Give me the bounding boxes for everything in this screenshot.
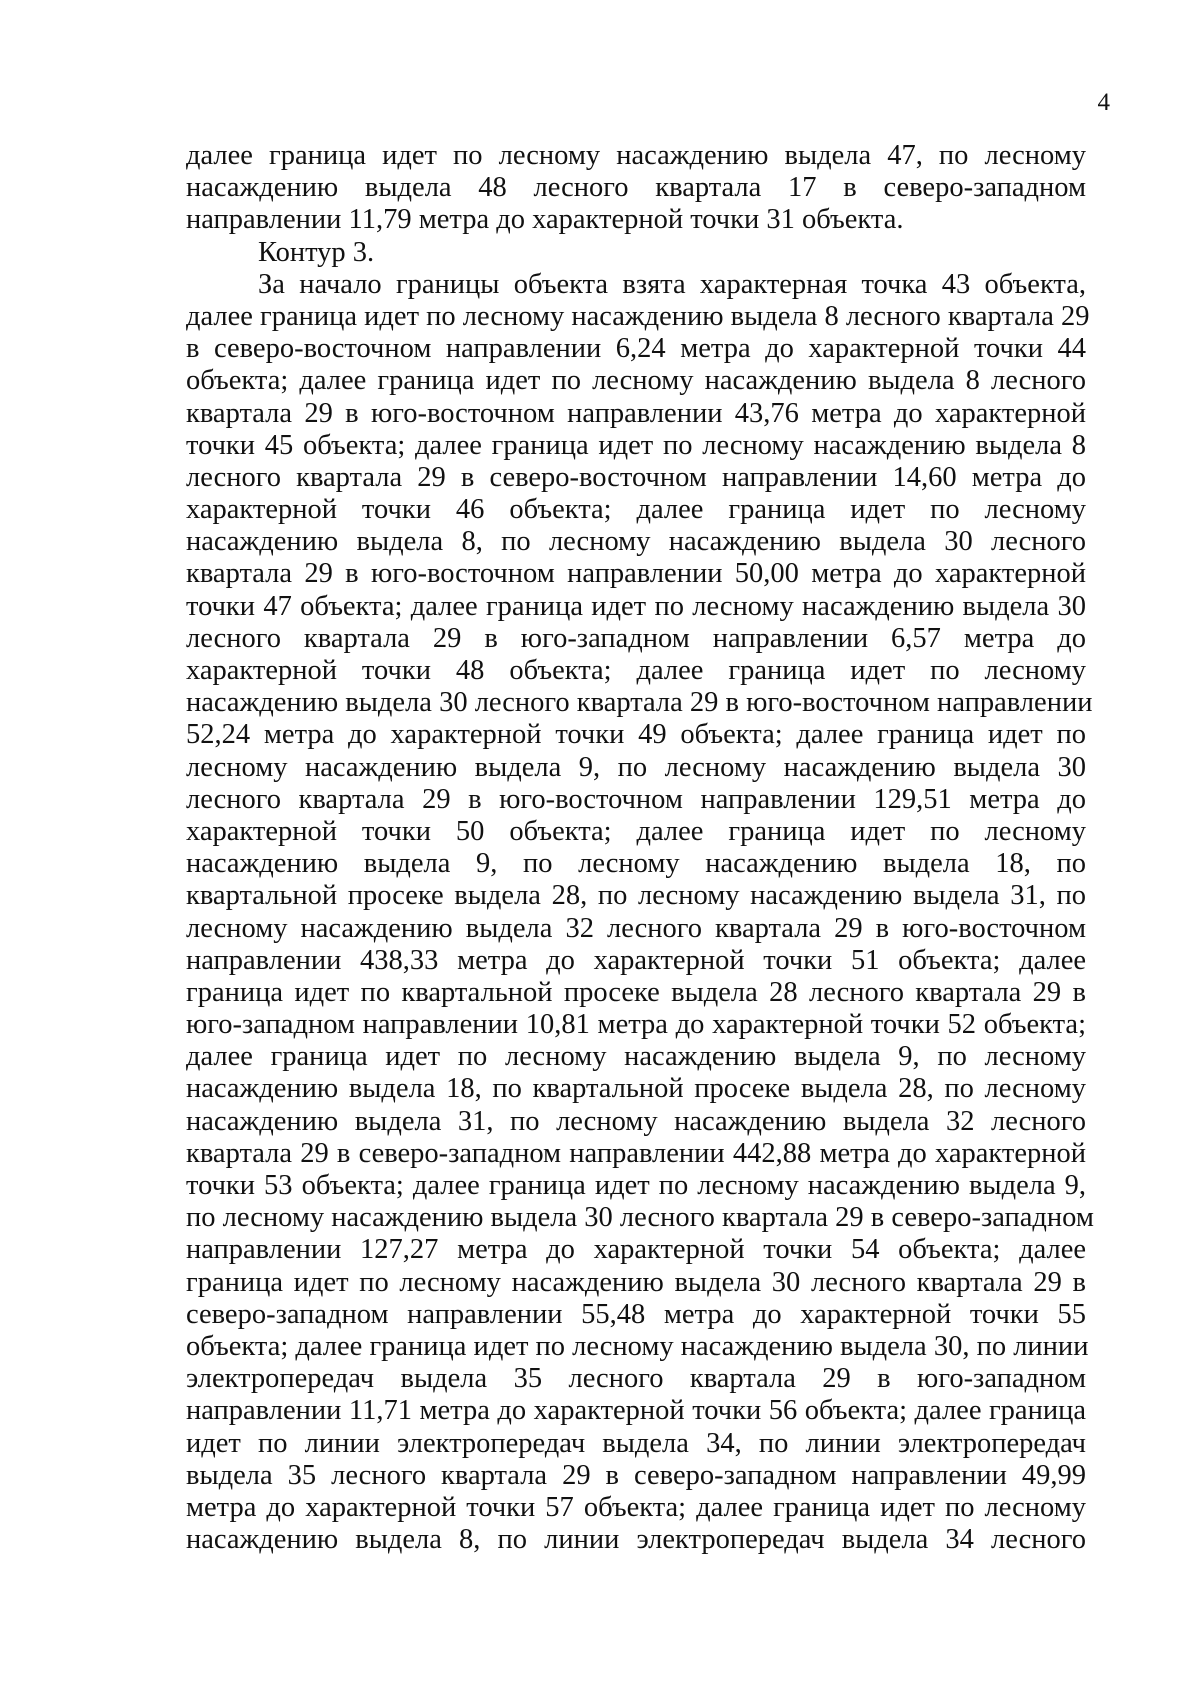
- text-line: в северо-восточном направлении 6,24 метра до характерной точки 44: [186, 333, 1086, 365]
- text-line: характерной точки 46 объекта; далее граница идет по лесному: [186, 494, 1086, 526]
- text-line: 52,24 метра до характерной точки 49 объекта; далее граница идет по: [186, 719, 1086, 751]
- text-line: лесному насаждению выдела 9, по лесному насаждению выдела 30: [186, 751, 1086, 783]
- text-line: направлении 11,71 метра до характерной точки 56 объекта; далее граница: [186, 1395, 1086, 1427]
- text-line: насаждению выдела 18, по квартальной просеке выдела 28, по лесному: [186, 1073, 1086, 1105]
- text-line: далее граница идет по лесному насаждению выдела 9, по лесному: [186, 1041, 1086, 1073]
- text-line: квартала 29 в северо-западном направлении 442,88 метра до характерной: [186, 1137, 1086, 1169]
- text-line: лесного квартала 29 в юго-западном направлении 6,57 метра до: [186, 622, 1086, 654]
- text-line: объекта; далее граница идет по лесному насаждению выдела 30, по линии: [186, 1330, 1089, 1362]
- text-line: по лесному насаждению выдела 30 лесного квартала 29 в северо-западном: [186, 1202, 1094, 1234]
- text-line: граница идет по квартальной просеке выдела 28 лесного квартала 29 в: [186, 976, 1086, 1008]
- text-line: идет по линии электропередач выдела 34, по линии электропередач: [186, 1427, 1086, 1459]
- text-line: насаждению выдела 48 лесного квартала 17 в северо-западном: [186, 172, 1086, 204]
- text-line: характерной точки 50 объекта; далее граница идет по лесному: [186, 815, 1086, 847]
- text-line: далее граница идет по лесному насаждению выдела 47, по лесному: [186, 140, 1086, 171]
- text-line: лесного квартала 29 в северо-восточном направлении 14,60 метра до: [186, 461, 1086, 493]
- text-line: насаждению выдела 30 лесного квартала 29 в юго-восточном направлении: [186, 687, 1093, 719]
- text-line: насаждению выдела 31, по лесному насаждению выдела 32 лесного: [186, 1105, 1086, 1137]
- text-line: направлении 127,27 метра до характерной точки 54 объекта; далее: [186, 1234, 1086, 1266]
- text-line: За начало границы объекта взята характерная точка 43 объекта,: [258, 268, 1086, 300]
- text-line: насаждению выдела 8, по лесному насаждению выдела 30 лесного: [186, 526, 1086, 558]
- text-line: направлении 11,79 метра до характерной точки 31 объекта.: [186, 204, 904, 236]
- text-line: квартала 29 в юго-восточном направлении 50,00 метра до характерной: [186, 558, 1086, 590]
- text-line: лесному насаждению выдела 32 лесного квартала 29 в юго-восточном: [186, 912, 1086, 944]
- text-line: точки 45 объекта; далее граница идет по лесному насаждению выдела 8: [186, 429, 1086, 461]
- text-line: далее граница идет по лесному насаждению выдела 8 лесного квартала 29: [186, 300, 1090, 332]
- text-line: выдела 35 лесного квартала 29 в северо-западном направлении 49,99: [186, 1459, 1086, 1491]
- text-line: объекта; далее граница идет по лесному насаждению выдела 8 лесного: [186, 365, 1086, 397]
- text-line: электропередач выдела 35 лесного квартала 29 в юго-западном: [186, 1363, 1086, 1395]
- text-line: насаждению выдела 8, по линии электропередач выдела 34 лесного: [186, 1524, 1086, 1556]
- text-line: лесного квартала 29 в юго-восточном направлении 129,51 метра до: [186, 783, 1086, 815]
- text-line: граница идет по лесному насаждению выдела 30 лесного квартала 29 в: [186, 1266, 1086, 1298]
- body-text: [186, 140, 1094, 1556]
- text-line: северо-западном направлении 55,48 метра до характерной точки 55: [186, 1298, 1086, 1330]
- text-line: метра до характерной точки 57 объекта; далее граница идет по лесному: [186, 1491, 1086, 1523]
- page-number: 4: [1097, 89, 1110, 116]
- text-line: квартальной просеке выдела 28, по лесному насаждению выдела 31, по: [186, 880, 1086, 912]
- text-line: квартала 29 в юго-восточном направлении 43,76 метра до характерной: [186, 397, 1086, 429]
- text-line: Контур 3.: [258, 236, 375, 268]
- text-line: юго-западном направлении 10,81 метра до характерной точки 52 объекта;: [186, 1009, 1086, 1041]
- text-line: точки 53 объекта; далее граница идет по лесному насаждению выдела 9,: [186, 1170, 1086, 1201]
- text-line: насаждению выдела 9, по лесному насаждению выдела 18, по: [186, 848, 1086, 880]
- text-line: направлении 438,33 метра до характерной точки 51 объекта; далее: [186, 944, 1086, 976]
- text-line: точки 47 объекта; далее граница идет по лесному насаждению выдела 30: [186, 590, 1086, 622]
- text-line: характерной точки 48 объекта; далее граница идет по лесному: [186, 655, 1086, 686]
